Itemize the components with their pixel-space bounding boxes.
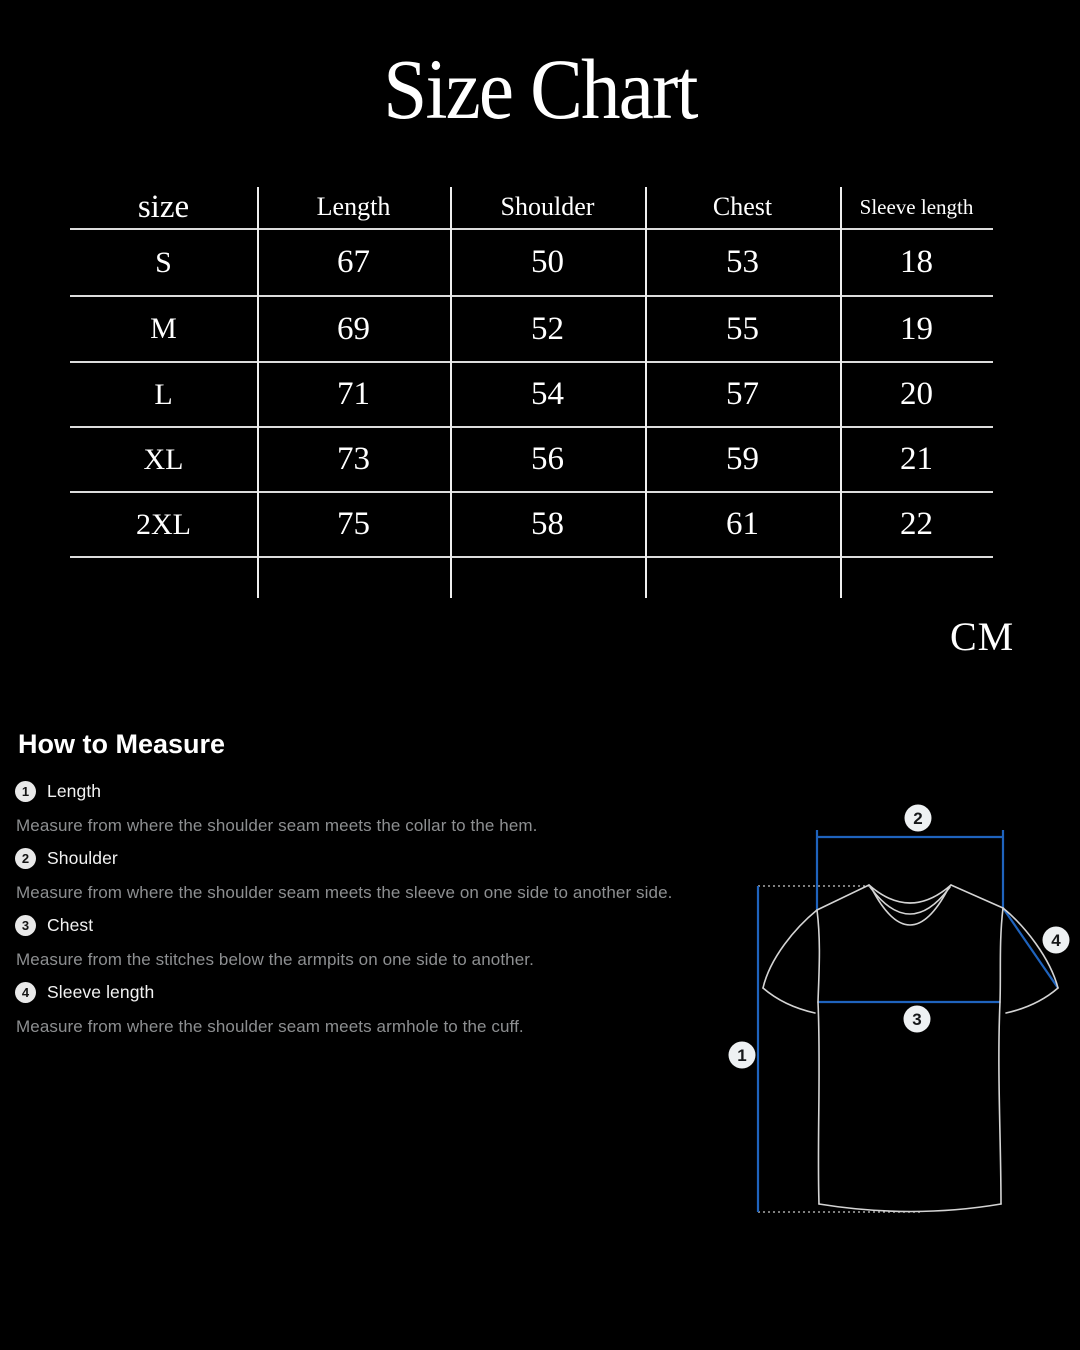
table-cell-value: 54 [531,376,564,412]
tshirt-diagram [690,780,1080,1260]
svg-text:3: 3 [912,1010,922,1029]
measure-item-description: Measure from where the shoulder seam meets the collar to the hem. [16,816,538,835]
table-column-divider [840,187,842,598]
number-badge: 4 [15,982,36,1003]
how-to-measure-heading: How to Measure [18,729,226,759]
table-row-divider [70,228,993,230]
measure-item-description: Measure from where the shoulder seam meets the sleeve on one side to another side. [16,883,673,902]
page-title: Size Chart [383,41,697,137]
measure-item-sleeve-length [15,981,154,1003]
svg-text:4: 4 [1051,931,1061,950]
table-cell-value: 73 [337,441,370,477]
measure-item-chest [15,914,93,936]
table-cell-size: L [154,377,173,411]
table-cell-value: 18 [900,244,933,280]
table-cell-size: 2XL [136,507,191,541]
table-cell-value: 20 [900,376,933,412]
table-row-divider [70,556,993,558]
measure-item-label: Sleeve length [47,981,155,1002]
col-header-chest: Chest [712,192,773,221]
table-cell-value: 22 [900,506,933,542]
measure-item-label: Shoulder [47,847,118,868]
number-badge: 3 [15,915,36,936]
measure-item-length [15,780,101,802]
tshirt-outline [763,885,1058,1212]
table-cell-value: 57 [726,376,759,412]
table-cell-value: 19 [900,310,933,347]
table-cell-value: 71 [337,376,370,412]
unit-label: CM [950,614,1015,659]
measure-item-label: Length [47,780,102,801]
table-row-divider [70,426,993,428]
col-header-length: Length [316,192,391,221]
diagram-badge-sleeve [1043,927,1070,954]
measure-item-description: Measure from where the shoulder seam meets armhole to the cuff. [16,1017,524,1036]
measure-item-label: Chest [47,914,94,935]
col-header-sleeve-length: Sleeve length [859,194,974,219]
table-cell-value: 21 [900,441,933,477]
table-cell-value: 58 [531,506,564,542]
table-cell-value: 69 [337,310,370,347]
table-cell-size: S [155,245,172,279]
table-cell-value: 59 [726,441,759,477]
table-cell-value: 56 [531,441,564,477]
measure-item-shoulder [15,847,118,869]
table-cell-value: 75 [337,506,370,542]
table-cell-size: XL [143,442,184,476]
table-column-divider [257,187,259,598]
col-header-size: size [137,188,190,225]
svg-text:2: 2 [913,809,923,828]
table-row-divider [70,491,993,493]
table-row-divider [70,295,993,297]
table-cell-value: 55 [726,310,759,347]
table-cell-value: 53 [726,244,759,280]
table-column-divider [450,187,452,598]
col-header-shoulder: Shoulder [500,192,595,221]
table-cell-size: M [150,312,177,345]
size-table [70,185,993,557]
table-cell-value: 61 [726,506,759,542]
table-row-divider [70,361,993,363]
measure-item-description: Measure from the stitches below the armpits on one side to another. [16,950,534,969]
diagram-badge-length [729,1042,756,1069]
table-cell-value: 67 [337,244,370,280]
diagram-badge-chest [904,1006,931,1033]
svg-text:1: 1 [737,1046,747,1065]
table-column-divider [645,187,647,598]
diagram-badge-shoulder [905,805,932,832]
table-cell-value: 50 [531,244,564,280]
number-badge: 1 [15,781,36,802]
number-badge: 2 [15,848,36,869]
table-cell-value: 52 [531,310,564,347]
